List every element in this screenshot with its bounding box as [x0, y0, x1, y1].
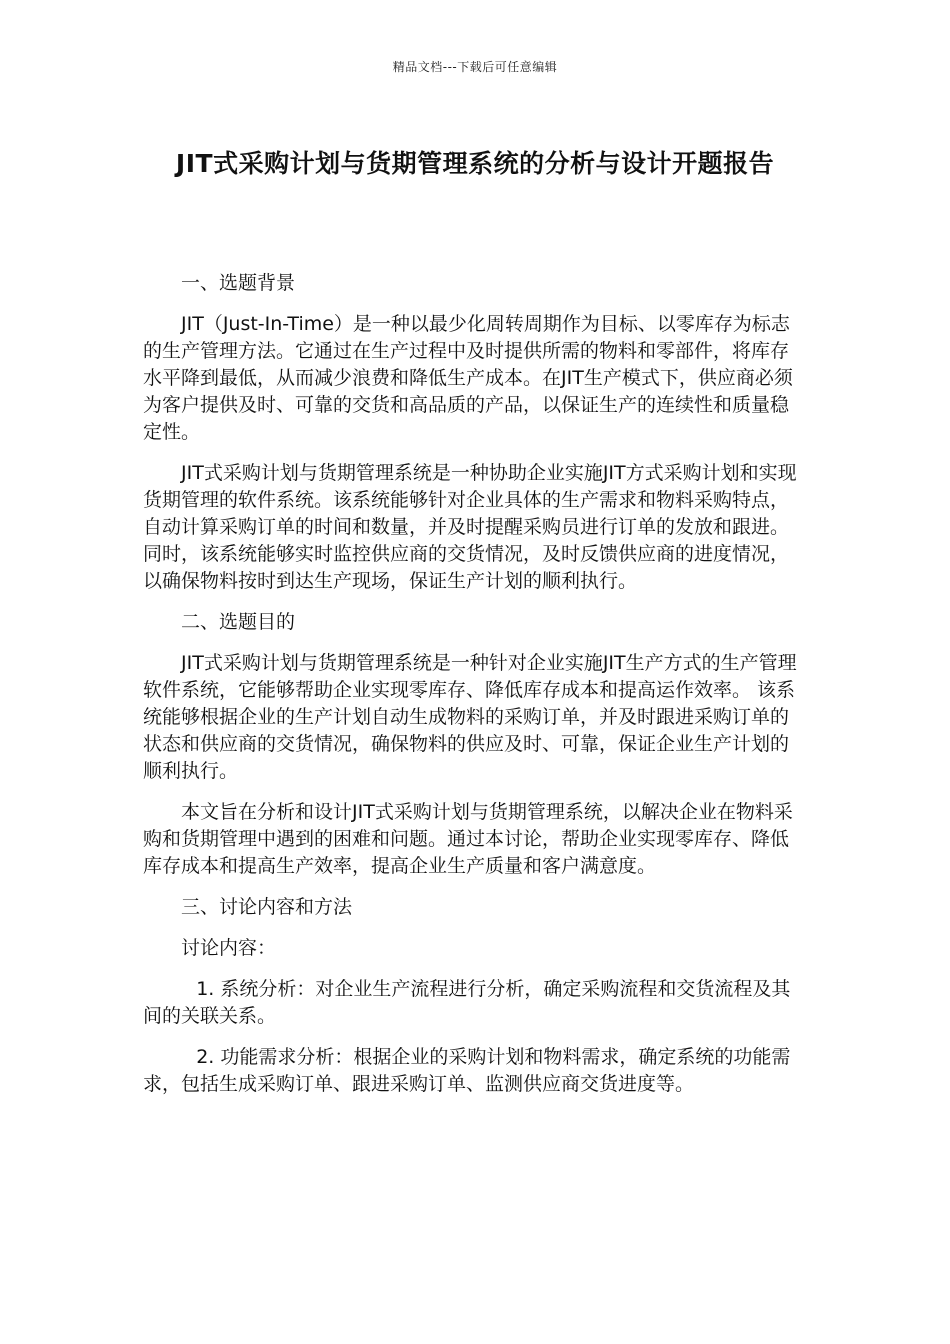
paragraph-jit-definition: JIT（Just-In-Time）是一种以最少化周转周期作为目标、以零库存为标志的生产管理方法。它通过在生产过程中及时提供所需的物料和零部件，将库存水平降到最低，从而减少浪费和降低生产成本。在JIT生产模式下，供应商必须为客户提供及时、可靠的交货和高品质的产品，以保证生产的连续性和质量稳定性。	[143, 313, 793, 443]
paragraph-system-purpose: JIT式采购计划与货期管理系统是一种针对企业实施JIT生产方式的生产管理软件系统，它能够帮助企业实现零库存、降低库存成本和提高运作效率。 该系统能够根据企业的生产计划自动生成物料的采购订单，并及时跟进采购订单的状态和供应商的交货情况，确保物料的供应及时、可靠，保证企业生产计划的顺利执行。	[143, 652, 797, 782]
section-heading-content-methods: 三、讨论内容和方法	[181, 896, 353, 918]
subheading-discussion-content: 讨论内容：	[181, 937, 277, 959]
paragraph-system-overview: JIT式采购计划与货期管理系统是一种协助企业实施JIT方式采购计划和实现货期管理的软件系统。该系统能够针对企业具体的生产需求和物料采购特点，自动计算采购订单的时间和数量，并及时提醒采购员进行订单的发放和跟进。同时，该系统能够实时监控供应商的交货情况，及时反馈供应商的进度情况，以确保物料按时到达生产现场，保证生产计划的顺利执行。	[143, 462, 797, 592]
document-body	[143, 270, 805, 1112]
paragraph-paper-aim: 本文旨在分析和设计JIT式采购计划与货期管理系统，以解决企业在物料采购和货期管理中遇到的困难和问题。通过本讨论，帮助企业实现零库存、降低库存成本和提高生产效率，提高企业生产质量和客户满意度。	[143, 801, 793, 877]
section-heading-purpose: 二、选题目的	[181, 611, 296, 633]
list-item-functional-requirements: 2. 功能需求分析：根据企业的采购计划和物料需求，确定系统的功能需求，包括生成采购订单、跟进采购订单、监测供应商交货进度等。	[143, 1046, 791, 1095]
page-header-watermark: 精品文档---下载后可任意编辑	[392, 60, 558, 74]
document-title: JIT式采购计划与货期管理系统的分析与设计开题报告	[175, 149, 775, 178]
list-item-system-analysis: 1. 系统分析：对企业生产流程进行分析，确定采购流程和交货流程及其间的关联关系。	[143, 978, 791, 1027]
section-heading-background: 一、选题背景	[181, 272, 296, 294]
